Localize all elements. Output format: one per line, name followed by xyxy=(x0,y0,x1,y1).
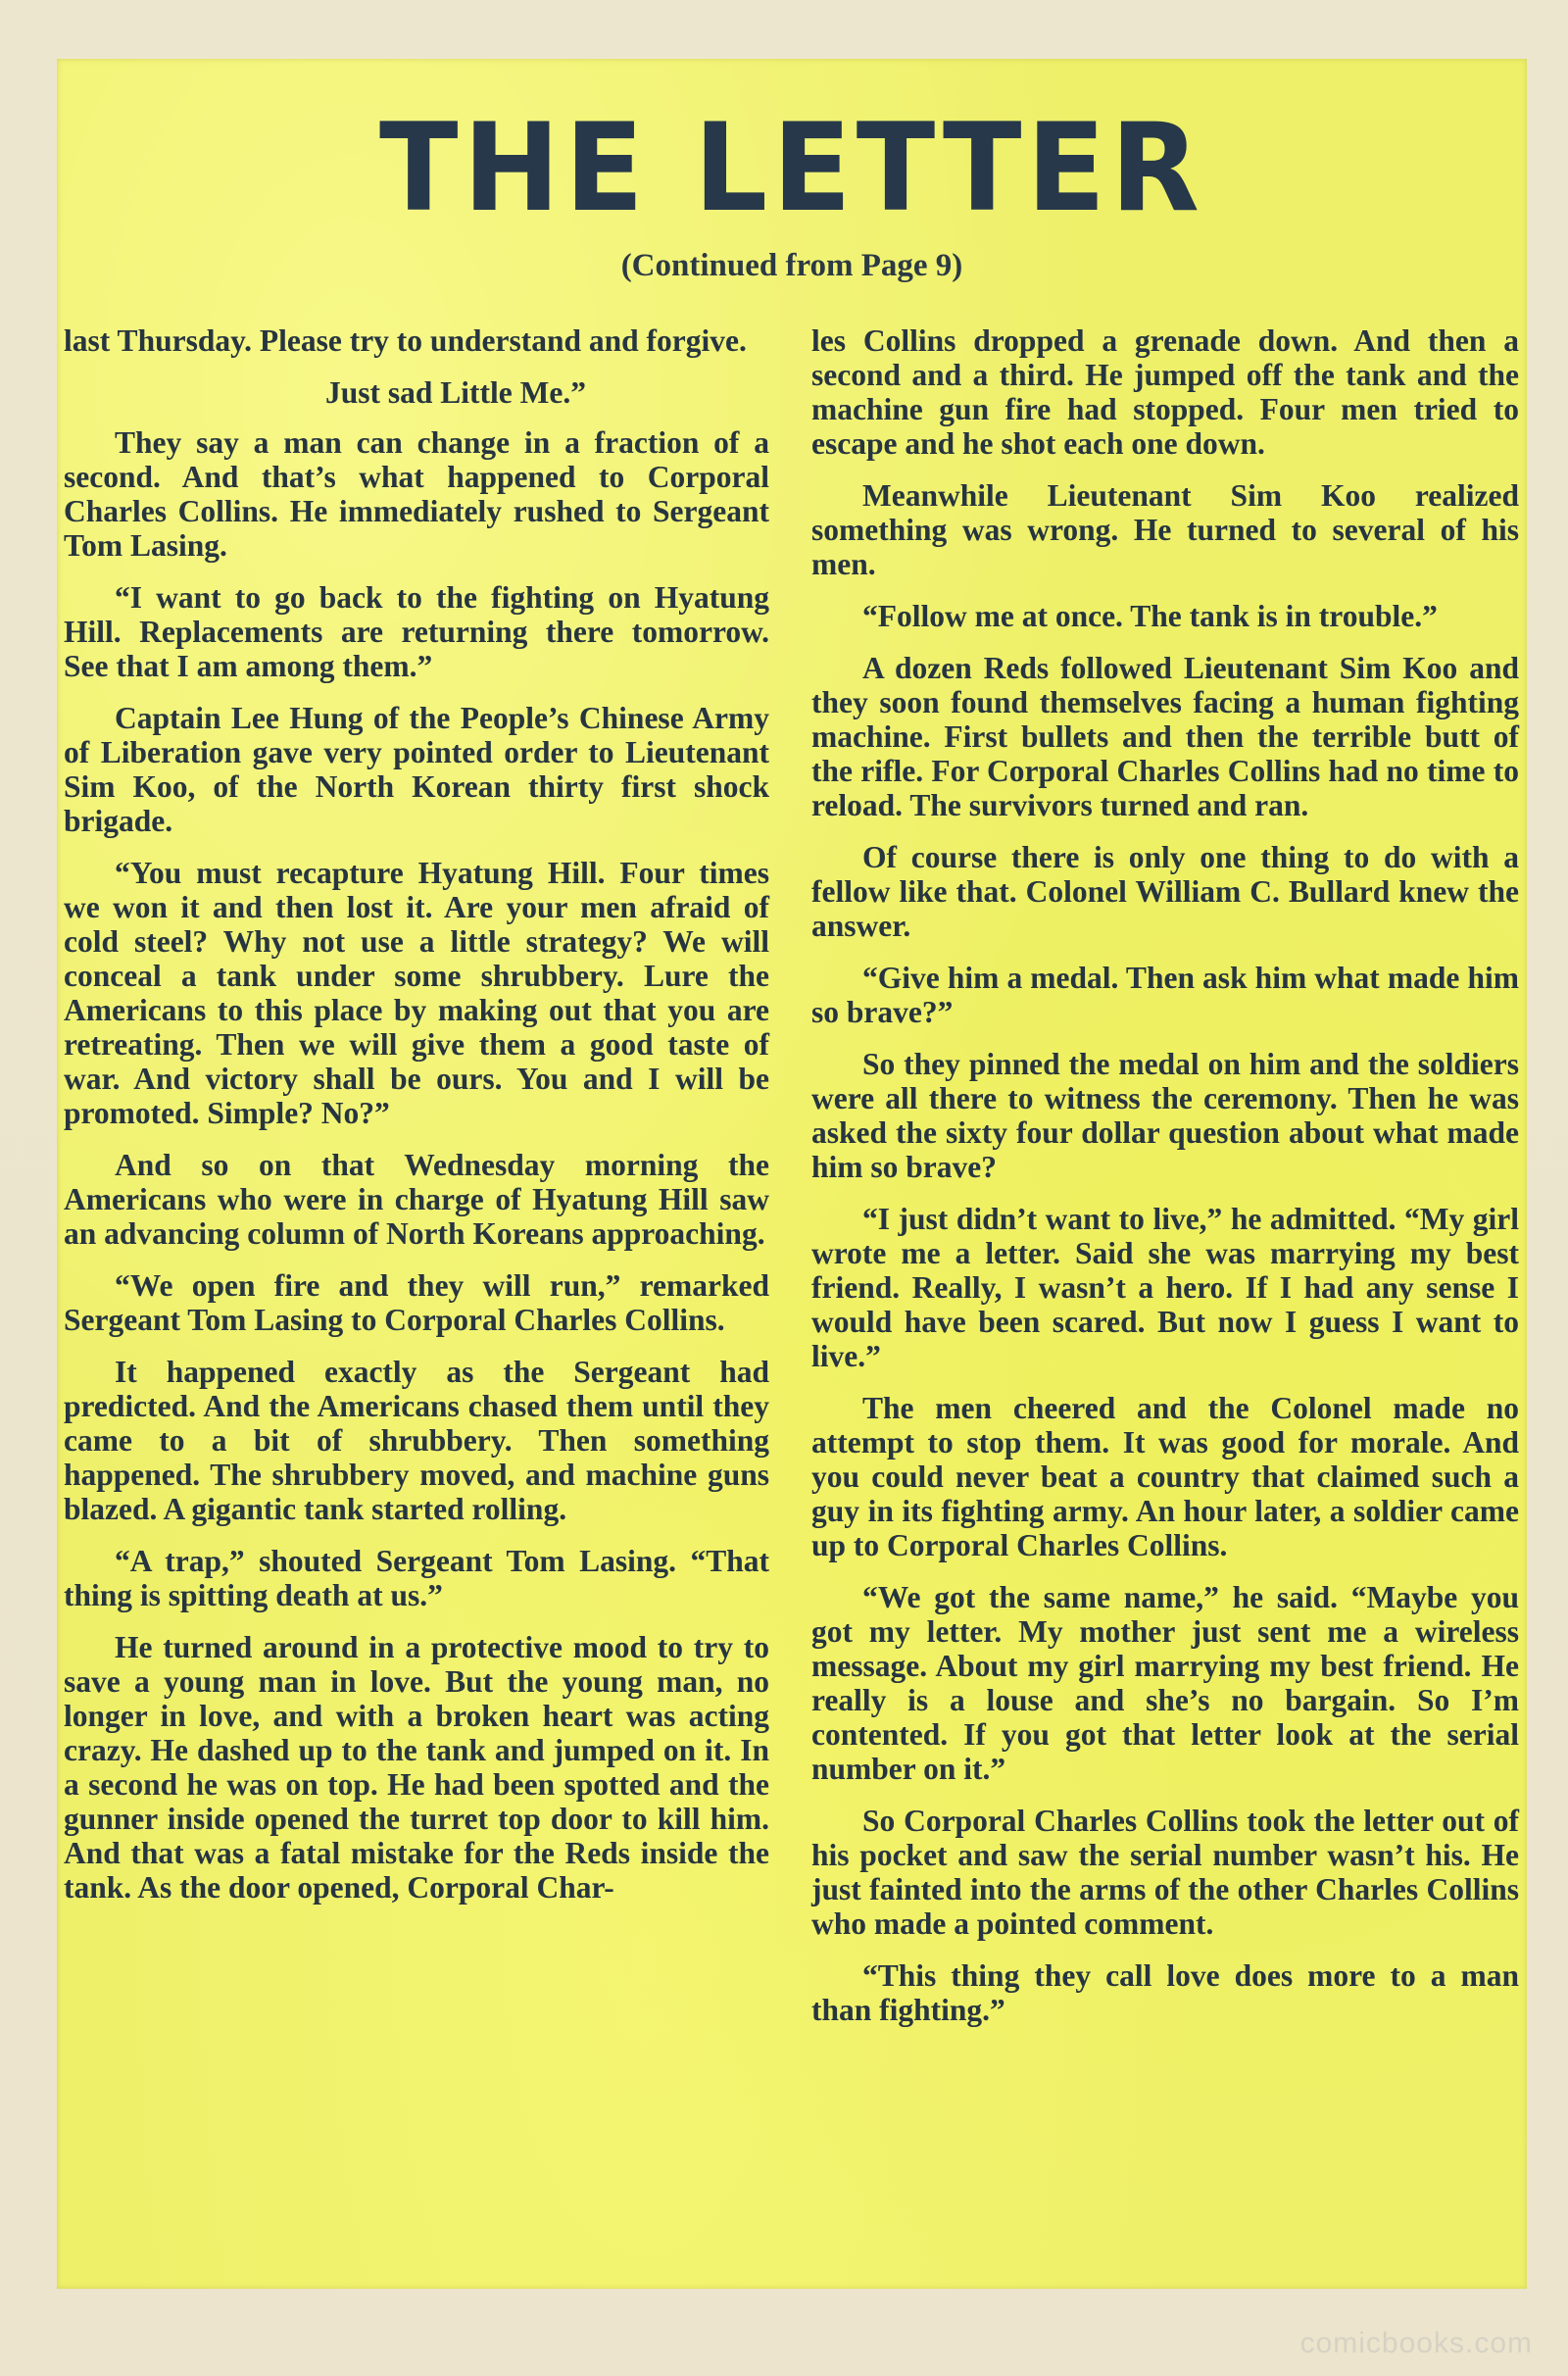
paragraph: It happened exactly as the Sergeant had predicted. And the Americans chased them until they came to a bit of shrubbery. Then something happened. The shrubbery moved, and machine guns blazed. A gigantic tank started rolling. xyxy=(64,1355,769,1526)
site-watermark: comicbooks.com xyxy=(1299,2327,1533,2359)
paragraph: Captain Lee Hung of the People’s Chinese Army of Liberation gave very pointed order to Lieutenant Sim Koo, of the North Korean thirty first shock brigade. xyxy=(64,701,769,838)
paragraph: So Corporal Charles Collins took the letter out of his pocket and saw the serial number wasn’t his. He just fainted into the arms of the other Charles Collins who made a pointed comment. xyxy=(811,1804,1519,1941)
right-column xyxy=(811,323,1519,2284)
paragraph: A dozen Reds followed Lieutenant Sim Koo and they soon found themselves facing a human fighting machine. First bullets and then the terrible butt of the rifle. For Corporal Charles Collins had no time to reload. The survivors turned and ran. xyxy=(811,651,1519,822)
paragraph: “Give him a medal. Then ask him what made him so brave?” xyxy=(811,961,1519,1029)
paragraph: “You must recapture Hyatung Hill. Four times we won it and then lost it. Are your men afraid of cold steel? Why not use a little strategy? We will conceal a tank under some shrubbery. Lure the Americans to this place by making out that you are retreating. Then we will give them a good taste of war. And victory shall be ours. You and I will be promoted. Simple? No?” xyxy=(64,856,769,1130)
paragraph: “Follow me at once. The tank is in trouble.” xyxy=(862,599,1438,633)
story-title: THE LETTER xyxy=(379,96,1204,239)
paragraph: “I want to go back to the fighting on Hyatung Hill. Replacements are returning there tomorrow. See that I am among them.” xyxy=(64,580,769,683)
paragraph: les Collins dropped a grenade down. And then a second and a third. He jumped off the tank and the machine gun fire had stopped. Four men tried to escape and he shot each one down. xyxy=(811,323,1519,461)
paragraph: He turned around in a protective mood to try to save a young man in love. But the young man, no longer in love, and with a broken heart was acting crazy. He dashed up to the tank and jumped on it. In a second he was on top. He had been spotted and the gunner inside opened the turret top door to kill him. And that was a fatal mistake for the Reds inside the tank. As the door opened, Corporal Char- xyxy=(64,1630,769,1905)
paragraph: So they pinned the medal on him and the soldiers were all there to witness the ceremony. Then he was asked the sixty four dollar question about what made him so brave? xyxy=(811,1047,1519,1184)
letter-signature: Just sad Little Me.” xyxy=(325,375,586,410)
paragraph: “This thing they call love does more to a man than fighting.” xyxy=(811,1958,1519,2027)
paragraph: “We got the same name,” he said. “Maybe you got my letter. My mother just sent me a wireless message. About my girl marrying my best friend. He really is a louse and she’s no bargain. So I’m contented. If you got that letter look at the serial number on it.” xyxy=(811,1580,1519,1786)
paragraph: And so on that Wednesday morning the Americans who were in charge of Hyatung Hill saw an advancing column of North Koreans approaching. xyxy=(64,1148,769,1251)
paragraph: They say a man can change in a fraction of a second. And that’s what happened to Corporal Charles Collins. He immediately rushed to Sergeant Tom Lasing. xyxy=(64,425,769,563)
paragraph: “I just didn’t want to live,” he admitted. “My girl wrote me a letter. Said she was marrying my best friend. Really, I wasn’t a hero. If I had any sense I would have been scared. But now I guess I want to live.” xyxy=(811,1202,1519,1373)
paragraph: “A trap,” shouted Sergeant Tom Lasing. “That thing is spitting death at us.” xyxy=(64,1544,769,1612)
paragraph: last Thursday. Please try to understand and forgive. xyxy=(64,323,747,358)
paragraph: Meanwhile Lieutenant Sim Koo realized something was wrong. He turned to several of his men. xyxy=(811,478,1519,581)
continuation-note: (Continued from Page 9) xyxy=(620,248,963,283)
paragraph: The men cheered and the Colonel made no attempt to stop them. It was good for morale. And you could never beat a country that claimed such a guy in its fighting army. An hour later, a soldier came up to Corporal Charles Collins. xyxy=(811,1391,1519,1562)
left-column xyxy=(64,323,769,2284)
paragraph: Of course there is only one thing to do with a fellow like that. Colonel William C. Bullard knew the answer. xyxy=(811,840,1519,943)
paragraph: “We open fire and they will run,” remarked Sergeant Tom Lasing to Corporal Charles Collins. xyxy=(64,1268,769,1337)
